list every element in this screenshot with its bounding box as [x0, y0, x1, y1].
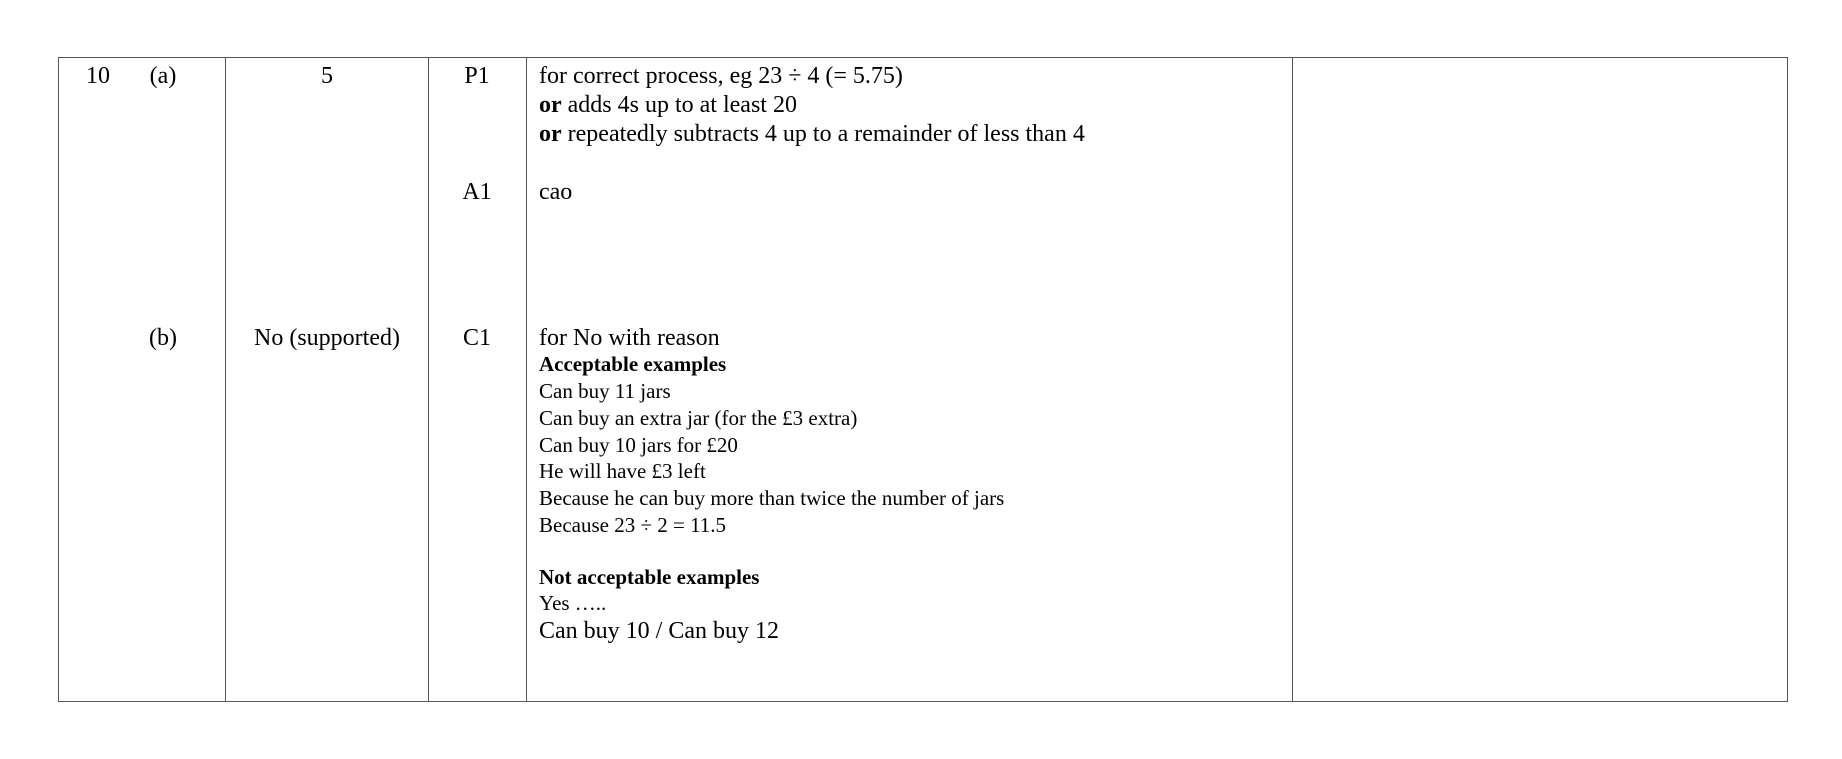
acceptable-heading: Acceptable examples: [539, 352, 727, 376]
answer-a: 5: [321, 63, 333, 89]
c1-intro: for No with reason: [539, 325, 720, 351]
acceptable-example: Can buy 10 jars for £20: [539, 433, 738, 457]
a1-guidance: cao: [539, 179, 573, 205]
acceptable-example: He will have £3 left: [539, 459, 706, 483]
answer-b: No (supported): [254, 325, 400, 351]
p1-guidance-line-3: or repeatedly subtracts 4 up to a remainder of less than 4: [539, 121, 1085, 147]
question-number: 10: [86, 63, 110, 89]
p1-guidance-line-2: or adds 4s up to at least 20: [539, 92, 797, 118]
part-label-a: (a): [149, 63, 177, 89]
mark-code-c1: C1: [462, 325, 492, 351]
column-divider: [526, 58, 527, 701]
mark-scheme-table: [58, 57, 1788, 702]
not-acceptable-example: Can buy 10 / Can buy 12: [539, 618, 779, 644]
mark-code-a1: A1: [462, 179, 492, 205]
column-divider: [428, 58, 429, 701]
acceptable-example: Because 23 ÷ 2 = 11.5: [539, 513, 727, 537]
not-acceptable-heading: Not acceptable examples: [539, 565, 760, 589]
acceptable-example: Can buy 11 jars: [539, 379, 671, 403]
p1-guidance-line-1: for correct process, eg 23 ÷ 4 (= 5.75): [539, 63, 903, 89]
column-divider: [1292, 58, 1293, 701]
acceptable-example: Can buy an extra jar (for the £3 extra): [539, 406, 858, 430]
column-divider: [225, 58, 226, 701]
mark-code-p1: P1: [464, 63, 490, 89]
not-acceptable-example: Yes …..: [539, 591, 607, 615]
part-label-b: (b): [149, 325, 177, 351]
acceptable-example: Because he can buy more than twice the number of jars: [539, 486, 1005, 510]
